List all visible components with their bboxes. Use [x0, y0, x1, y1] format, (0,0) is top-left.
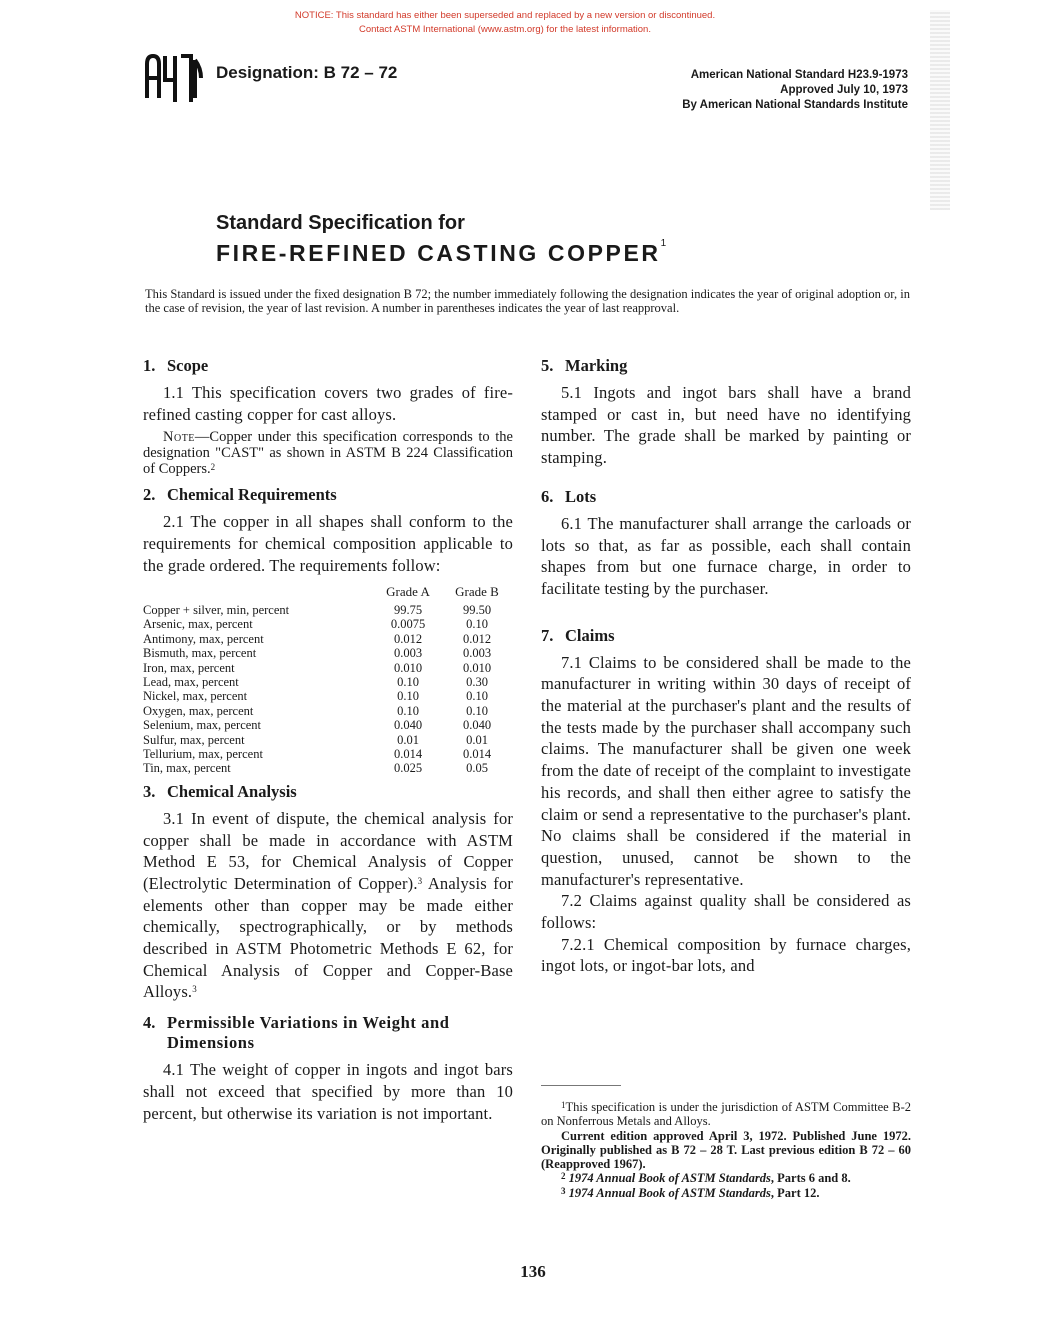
- col-header-grade-a: Grade A: [386, 583, 430, 599]
- ansi-line-1: American National Standard H23.9-1973: [690, 69, 908, 81]
- footnotes: [541, 1100, 911, 1200]
- footnote-1: $^1$This specification is under the jurisdiction of ASTM Committee B-2 on Nonferrous Metals and Alloys.: [541, 1100, 911, 1129]
- section-heading-4: 4. Permissible Variations in Weight and Dimensions: [143, 1013, 450, 1053]
- paragraph-7-2: 7.2 Claims against quality shall be considered as follows:: [541, 891, 911, 933]
- ansi-approval: [682, 68, 908, 113]
- note-ref[interactable]: 2: [210, 462, 216, 473]
- title-line-2: [216, 240, 666, 267]
- title-line-1: Standard Specification for: [216, 212, 465, 234]
- table-row: Arsenic, max, percent 0.0075 0.10: [143, 617, 488, 632]
- paragraph-4-1: 4.1 The weight of copper in ingots and ingot bars shall not exceed that specified by more than 10 percent, but otherwise its variation is not important.: [143, 1060, 513, 1123]
- footnote-divider: [541, 1085, 621, 1086]
- table-row: Bismuth, max, percent 0.003 0.003: [143, 646, 492, 661]
- table-row: Copper + silver, min, percent 99.75 99.50: [143, 602, 492, 617]
- table-row: Sulfur, max, percent 0.01 0.01: [143, 732, 488, 747]
- footnote-ref[interactable]: 3: [192, 984, 197, 995]
- left-column: [143, 356, 513, 1124]
- table-row: Lead, max, percent 0.10 0.30: [143, 674, 488, 689]
- title-footnote-ref[interactable]: 1: [660, 238, 667, 249]
- table-row: Tin, max, percent 0.025 0.05: [143, 761, 488, 776]
- ansi-line-2: Approved July 10, 1973: [780, 84, 908, 96]
- table-row: Antimony, max, percent 0.012 0.012: [143, 631, 492, 646]
- chemical-requirements-table: [143, 585, 513, 776]
- paragraph-5-1: 5.1 Ingots and ingot bars shall have a brand stamped or cast in, but need have no identifying number. The grade shall be marked by painting or stamping.: [541, 383, 911, 468]
- footnote-ref[interactable]: 3: [417, 875, 423, 886]
- section-heading-7: 7. Claims: [541, 625, 615, 645]
- scan-artifact: [930, 10, 950, 210]
- notice-line-2: Contact ASTM International (www.astm.org) for the latest information.: [359, 24, 651, 35]
- footnote-1-edition: Current edition approved April 3, 1972. Published June 1972. Originally published as B 72 – 28 T. Last previous edition B 72 – 60 (Reapproved 1967).: [541, 1128, 911, 1172]
- astm-logo-icon: [143, 50, 205, 104]
- title-text: FIRE-REFINED CASTING COPPER: [216, 240, 661, 266]
- paragraph-7-1: 7.1 Claims to be considered shall be made to the manufacturer in writing within 30 days of receipt of the material at the purchaser's plant and the results of the tests made by the purchaser shall accompany such claims. The manufacturer shall be given one week from the date of receipt of the complaint to investigate his records, and shall then either agree to satisfy the claim or send a representative to the purchaser's plant. No claims shall be considered if the material in question, unused, cannot be shown to the manufacturer's representative.: [541, 652, 911, 889]
- notice-line-1: NOTICE: This standard has either been superseded and replaced by a new version or discontinued.: [294, 10, 716, 21]
- footnote-3: $^3$ 1974 Annual Book of ASTM Standards, Part 12.: [561, 1185, 820, 1200]
- paragraph-6-1: 6.1 The manufacturer shall arrange the carloads or lots so that, as far as possible, each shall contain shapes from but one furnace charge, in order to facilitate testing by the purchaser.: [541, 513, 911, 598]
- paragraph-1-1: 1.1 This specification covers two grades of fire-refined casting copper for cast alloys.: [143, 383, 513, 424]
- paragraph-2-1: 2.1 The copper in all shapes shall conform to the requirements for chemical composition applicable to the grade ordered. The requirements follow:: [143, 512, 513, 575]
- section-heading-3: 3. Chemical Analysis: [143, 781, 297, 801]
- page-number: 136: [520, 1262, 546, 1281]
- section-heading-5: 5. Marking: [541, 356, 628, 375]
- preamble: This Standard is issued under the fixed designation B 72; the number immediately following the designation indicates the year of original adoption or, in the case of revision, the year of last revision. A number in parentheses indicates the year of last reapproval.: [145, 287, 910, 315]
- section-heading-6: 6. Lots: [541, 486, 597, 506]
- paragraph-3-1: 3.1 In event of dispute, the chemical analysis for copper shall be made in accordance with ASTM Method E 53, for Chemical Analysis of Copper (Electrolytic Determination of Copper).$^3$ Analysis for elements other than copper may be made either chemically, spectrographically, or by methods described in ASTM Photometric Methods E 62, for Chemical Analysis of Copper and Copper-Base Alloys.$^3$: [143, 808, 513, 1002]
- designation: Designation: B 72 – 72: [216, 63, 398, 82]
- note-1: [143, 429, 513, 477]
- footnote-2: $^2$ 1974 Annual Book of ASTM Standards, Parts 6 and 8.: [561, 1171, 851, 1186]
- note-text: —Copper under this specification corresponds to the designation "CAST" as shown in ASTM B 224 Classification of Coppers.: [143, 429, 513, 478]
- table-row: Selenium, max, percent 0.040 0.040: [143, 718, 492, 733]
- note-label: Note: [163, 429, 195, 446]
- paragraph-7-2-1: 7.2.1 Chemical composition by furnace charges, ingot lots, or ingot-bar lots, and: [541, 934, 911, 976]
- table-row: Iron, max, percent 0.010 0.010: [143, 660, 492, 675]
- section-heading-1: 1. Scope: [143, 356, 209, 375]
- section-heading-2: 2. Chemical Requirements: [143, 485, 337, 505]
- col-header-grade-b: Grade B: [455, 583, 499, 599]
- table-row: Oxygen, max, percent 0.10 0.10: [143, 703, 488, 718]
- ansi-line-3: By American National Standards Institute: [682, 99, 908, 111]
- col-header-blank: [143, 585, 375, 603]
- table-row: Tellurium, max, percent 0.014 0.014: [143, 746, 492, 761]
- right-column: [541, 356, 911, 977]
- table-row: Nickel, max, percent 0.10 0.10: [143, 689, 488, 704]
